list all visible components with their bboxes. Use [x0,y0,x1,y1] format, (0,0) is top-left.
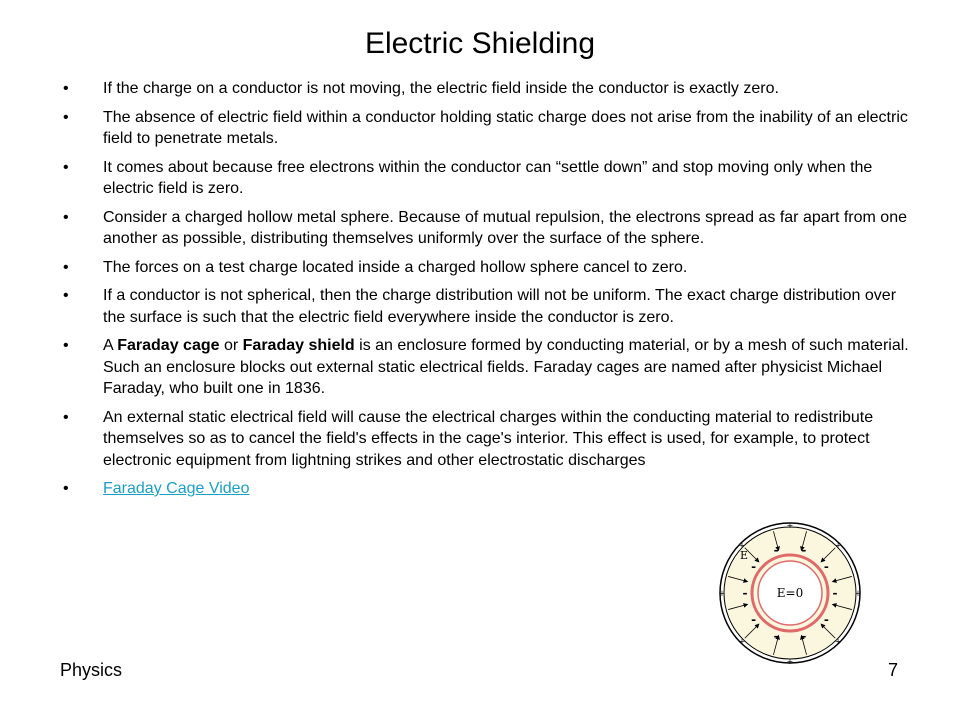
bullet-text: Consider a charged hollow metal sphere. Because of mutual repulsion, the electrons spread as far apart from one another as possible, distributing themselves uniformly over the surface of the sphere. [103,208,907,247]
page-number: 7 [888,660,899,680]
positive-charge: + [738,637,746,647]
bullet-mark: • [63,158,69,176]
negative-charge: - [823,559,829,574]
bullet-text: The absence of electric field within a conductor holding static charge does not arise from the inability of an electric field to penetrate metals. [103,108,908,147]
bullet-item-faraday-cage [60,335,920,400]
bullet-item-video-link [60,478,920,500]
positive-charge: + [834,540,842,550]
negative-charge: - [801,628,807,643]
term-faraday-cage: Faraday cage [117,337,220,354]
text-run: or [219,337,243,354]
negative-charge: - [742,586,748,600]
bullet-text: The forces on a test charge located inside a charged hollow sphere cancel to zero. [103,258,688,276]
positive-charge: + [786,657,794,666]
text-run: is an enclosure formed by conducting material, or by a mesh of such material. Such an enclosure blocks out external static electrical fields. Faraday cages are named after physicist Michael Faraday, who built one in 1836. [103,337,909,397]
inner-field-label: E=0 [776,586,804,600]
positive-charge: + [854,589,862,598]
bullet-mark: • [63,80,69,97]
bullet-mark: • [63,337,69,354]
bullet-mark: • [63,258,69,276]
bullet-text: An external static electrical field will cause the electrical charges within the conducting material to redistribute themselves so as to cancel the field's effects in the cage's interior. This effect is used, for example, to protect electronic equipment from lightning strikes and other electrostatic discharges [103,408,874,469]
bullet-item [60,285,920,328]
negative-charge: - [823,612,829,627]
bullet-item [60,78,920,100]
negative-charge: - [751,612,757,627]
bullet-item [60,407,920,472]
negative-charge: - [832,586,838,600]
footer-subject: Physics [60,660,123,680]
negative-charge: - [773,628,779,643]
bullet-mark: • [63,208,69,226]
bullet-list [60,78,920,507]
negative-charge: - [801,543,807,558]
positive-charge: + [834,637,842,647]
term-faraday-shield: Faraday shield [242,337,355,354]
bullet-item [60,207,920,250]
outer-field-label: E [740,549,749,562]
positive-charge: + [786,521,794,530]
bullet-text [103,337,909,397]
bullet-mark: • [63,287,69,304]
charged-sphere-diagram [718,513,863,673]
slide-title: Electric Shielding [364,27,596,60]
bullet-item [60,257,920,279]
bullet-mark: • [63,480,69,497]
text-run: A [103,337,118,354]
bullet-text: If the charge on a conductor is not moving, the electric field inside the conductor is exactly zero. [103,80,779,97]
sphere-diagram-svg [718,513,863,673]
negative-charge: - [773,543,779,558]
bullet-item [60,107,920,150]
faraday-cage-video-link[interactable]: Faraday Cage Video [103,480,250,497]
positive-charge: + [738,540,746,550]
bullet-mark: • [63,408,69,426]
bullet-text: If a conductor is not spherical, then the charge distribution will not be uniform. The exact charge distribution over the surface is such that the electric field everywhere inside the conductor is zero. [103,287,897,326]
bullet-item [60,157,920,200]
negative-charge: - [751,559,757,574]
bullet-text: It comes about because free electrons within the conductor can “settle down” and stop moving only when the electric field is zero. [103,158,873,197]
positive-charge: + [718,589,726,598]
bullet-mark: • [63,108,69,126]
